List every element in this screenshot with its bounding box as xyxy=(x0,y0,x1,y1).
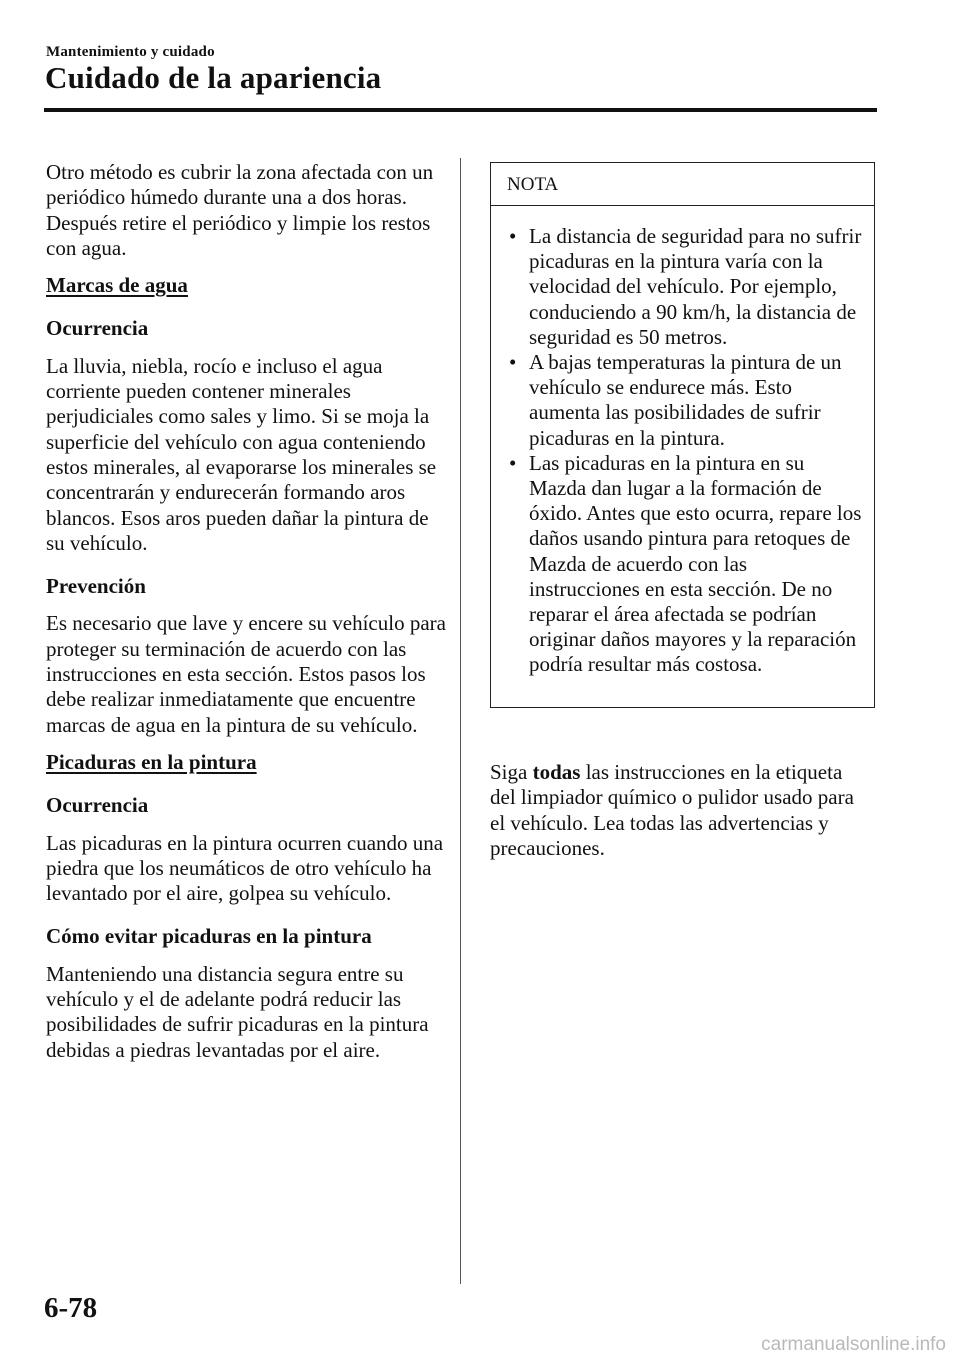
section-label: Mantenimiento y cuidado xyxy=(46,44,215,60)
left-column xyxy=(46,160,446,1063)
page-title: Cuidado de la apariencia xyxy=(45,60,382,95)
water-prevention-text: Es necesario que lave y encere su vehículo para proteger su terminación de acuerdo con las instrucciones en esta sección. Estos pasos los debe realizar inmediatamente que encuentre marcas de agua en la pintura de su vehículo. xyxy=(46,611,446,737)
note-item: • A bajas temperaturas la pintura de un vehículo se endurece más. Esto aumenta las posibilidades de sufrir picaduras en la pintura. xyxy=(509,350,842,450)
water-marks-heading: Marcas de agua xyxy=(46,273,188,298)
intro-paragraph: Otro método es cubrir la zona afectada con un periódico húmedo durante una a dos horas. Después retire el periódico y limpie los restos con agua. xyxy=(46,160,434,260)
bullet-icon: • xyxy=(509,350,517,375)
chips-heading: Picaduras en la pintura xyxy=(46,749,257,774)
title-rule xyxy=(44,108,877,112)
note-label: NOTA xyxy=(491,163,874,206)
chips-occurrence-heading: Ocurrencia xyxy=(46,793,149,818)
bullet-icon: • xyxy=(509,224,517,248)
water-occurrence-text: La lluvia, niebla, rocío e incluso el agua corriente pueden contener minerales perjudiciales como sales y limo. Si se moja la superficie del vehículo con agua conteniendo estos minerales, al evaporarse los minerales se concentrarán y endurecerán formando aros blancos. Esos aros pueden dañar la pintura de su vehículo. xyxy=(46,353,437,555)
bullet-icon: • xyxy=(509,450,517,475)
note-item: • La distancia de seguridad para no sufrir picaduras en la pintura varía con la velocidad del vehículo. Por ejemplo, conduciendo a 90 km/h, la distancia de seguridad es 50 metros. xyxy=(509,224,862,349)
note-list xyxy=(491,206,874,678)
note-box xyxy=(490,162,875,708)
water-occurrence-heading: Ocurrencia xyxy=(46,316,149,341)
column-divider xyxy=(460,158,461,1284)
note-item: • Las picaduras en la pintura en su Mazda dan lugar a la formación de óxido. Antes que esto ocurra, repare los daños usando pintura para retoques de Mazda de acuerdo con las instrucciones en esta sección. De no reparar el área afectada se podrían originar daños mayores y la reparación podría resultar más costosa. xyxy=(509,450,862,677)
emphasis-todas: todas xyxy=(532,760,581,784)
follow-instructions-paragraph: Siga todas las instrucciones en la etiqueta del limpiador químico o pulidor usado para el vehículo. Lea todas las advertencias y precauciones. xyxy=(490,760,854,860)
chips-avoid-heading: Cómo evitar picaduras en la pintura xyxy=(46,924,372,949)
water-prevention-heading: Prevención xyxy=(46,574,146,599)
right-column xyxy=(490,760,870,861)
chips-occurrence-text: Las picaduras en la pintura ocurren cuando una piedra que los neumáticos de otro vehículo ha levantado por el aire, golpea su vehículo. xyxy=(46,830,444,906)
page-number: 6-78 xyxy=(44,1292,98,1324)
watermark: carmanualsonline.info xyxy=(761,1334,946,1355)
chips-avoid-text: Manteniendo una distancia segura entre su vehículo y el de adelante podrá reducir las posibilidades de sufrir picaduras en la pintura debidas a piedras levantadas por el aire. xyxy=(46,961,429,1062)
